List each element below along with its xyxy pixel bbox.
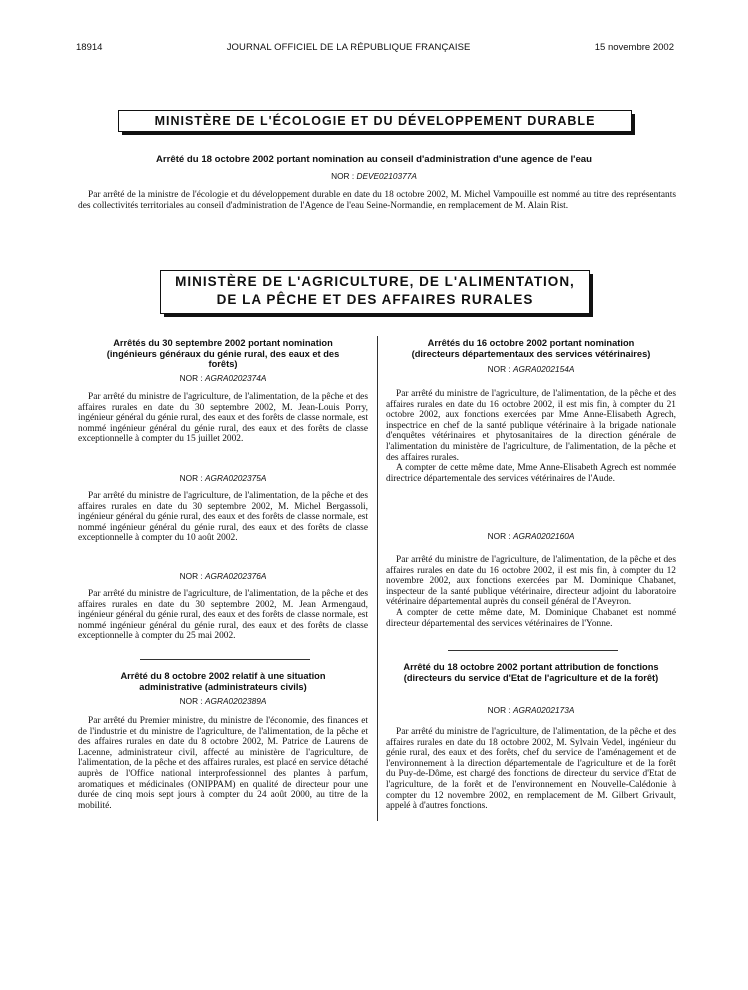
decree-title: Arrêté du 18 octobre 2002 portant nomination au conseil d'administration d'une agence de l'eau bbox=[156, 154, 592, 165]
nor-reference: NOR : AGRA0202374A bbox=[179, 373, 267, 383]
decree-title: Arrêté du 8 octobre 2002 relatif à une situation administrative (administrateurs civils) bbox=[120, 671, 326, 692]
decree-body: Par arrêté du ministre de l'agriculture, de l'alimentation, de la pêche et des affaires rurales en date du 30 septembre 2002, M. Michel Bergassoli, ingénieur général du génie rural, des eaux et des forêts de classe normale, est nommé ingénieur général du génie rural, des eaux et des forêts de classe exceptionnelle à compter du 10 août 2002. bbox=[78, 491, 368, 544]
running-header bbox=[76, 42, 674, 53]
nor-reference: NOR : AGRA0202160A bbox=[487, 531, 575, 541]
decree-body: Par arrêté du Premier ministre, du ministre de l'économie, des finances et de l'industrie et du ministre de l'agriculture, de l'alimentation, de la pêche et des affaires rurales en date du 8 octobre 2002, M. Patrice de Laurens de Lacenne, administrateur civil, affecté au ministère de l'agriculture, de l'alimentation, de la pêche et des affaires rurales, est placé en service détaché auprès de l'Office national interprofessionnel des plantes à parfum, aromatiques et médicinales (ONIPPAM) en qualité de directeur pour une durée de cinq mois sept jours à compter du 24 août 2000, au titre de la mobilité. bbox=[78, 716, 368, 811]
column-divider bbox=[377, 336, 378, 821]
decree-body: Par arrêté du ministre de l'agriculture, de l'alimentation, de la pêche et des affaires rurales en date du 30 septembre 2002, M. Jean-Louis Porry, ingénieur général du génie rural, des eaux et des forêts de classe normale, est nommé ingénieur général du génie rural, des eaux et des forêts de classe exceptionnelle à compter du 15 juillet 2002. bbox=[78, 392, 368, 445]
section-separator bbox=[448, 650, 618, 651]
ministry-title-line: MINISTÈRE DE L'AGRICULTURE, DE L'ALIMENTATION, bbox=[175, 274, 575, 289]
decree-body: Par arrêté du ministre de l'agriculture, de l'alimentation, de la pêche et des affaires rurales en date du 18 octobre 2002, M. Sylvain Vedel, ingénieur du génie rural, des eaux et des forêts, chef du service de l'aménagement et de l'environnement à la direction départementale de l'agriculture et de la forêt du Puy-de-Dôme, est chargé des fonctions de directeur du service d'Etat de l'agriculture, de la forêt et de l'environnement en Nouvelle-Calédonie à compter du 12 novembre 2002, en remplacement de M. Gilbert Grivault, appelé à d'autres fonctions. bbox=[386, 727, 676, 812]
section-separator bbox=[140, 659, 310, 660]
nor-reference: NOR : AGRA0202389A bbox=[179, 696, 267, 706]
decree-body: Par arrêté du ministre de l'agriculture, de l'alimentation, de la pêche et des affaires rurales en date du 16 octobre 2002, il est mis fin, à compter du 21 octobre 2002, aux fonctions exercées par Mme Anne-Elisabeth Agrech, inspectrice en chef de la santé publique vétérinaire à la brigade nationale d'enquêtes vétérinaires et phytosanitaires de la direction générale de l'alimentation du ministère de l'agriculture, de l'alimentation, de la pêche et des affaires rurales. A compter de cette même date, Mme Anne-Elisabeth Agrech est nommée directrice départementale des services vétérinaires de l'Aude. bbox=[386, 389, 676, 484]
decree-title: Arrêtés du 30 septembre 2002 portant nomination (ingénieurs généraux du génie rural, des eaux et des forêts) bbox=[106, 338, 340, 369]
journal-title: JOURNAL OFFICIEL DE LA RÉPUBLIQUE FRANÇAISE bbox=[226, 42, 471, 53]
ministry-title-line: DE LA PÊCHE ET DES AFFAIRES RURALES bbox=[216, 292, 534, 307]
decree-body: Par arrêté de la ministre de l'écologie et du développement durable en date du 18 octobre 2002, M. Michel Vampouille est nommé au titre des représentants des collectivités territoriales au conseil d'administration de l'Agence de l'eau Seine-Normandie, en remplacement de M. Alain Rist. bbox=[78, 190, 676, 211]
page-number: 18914 bbox=[76, 42, 103, 53]
ministry-title: MINISTÈRE DE L'ÉCOLOGIE ET DU DÉVELOPPEMENT DURABLE bbox=[154, 114, 596, 128]
decree-body: Par arrêté du ministre de l'agriculture, de l'alimentation, de la pêche et des affaires rurales en date du 16 octobre 2002, il est mis fin, à compter du 12 novembre 2002, aux fonctions exercées par M. Dominique Chabanet, inspecteur de la santé publique vétérinaire, directeur adjoint du laboratoire vétérinaire départemental auprès du conseil général de l'Aveyron. A compter de cette même date, M. Dominique Chabanet est nommé directeur départemental des services vétérinaires de l'Yonne. bbox=[386, 555, 676, 629]
box-shadow bbox=[122, 132, 635, 135]
box-shadow bbox=[164, 314, 593, 317]
issue-date: 15 novembre 2002 bbox=[594, 42, 674, 53]
nor-reference: NOR : AGRA0202173A bbox=[487, 705, 575, 715]
box-shadow bbox=[590, 274, 593, 317]
ministry-heading-agriculture bbox=[160, 270, 590, 314]
nor-reference: NOR : AGRA0202375A bbox=[179, 473, 267, 483]
decree-body: Par arrêté du ministre de l'agriculture, de l'alimentation, de la pêche et des affaires rurales en date du 30 septembre 2002, M. Jean Armengaud, ingénieur général du génie rural, des eaux et des forêts de classe normale, est nommé ingénieur général du génie rural, des eaux et des forêts de classe exceptionnelle à compter du 25 mai 2002. bbox=[78, 589, 368, 642]
decree-title: Arrêtés du 16 octobre 2002 portant nomination (directeurs départementaux des services vétérinaires) bbox=[411, 338, 651, 359]
nor-reference: NOR : AGRA0202154A bbox=[487, 364, 575, 374]
ministry-heading-ecology bbox=[118, 110, 632, 132]
nor-reference: NOR : DEVE0210377A bbox=[331, 171, 417, 181]
decree-title: Arrêté du 18 octobre 2002 portant attribution de fonctions (directeurs du service d'Etat de l'agriculture et de la forêt) bbox=[403, 662, 659, 683]
nor-reference: NOR : AGRA0202376A bbox=[179, 571, 267, 581]
